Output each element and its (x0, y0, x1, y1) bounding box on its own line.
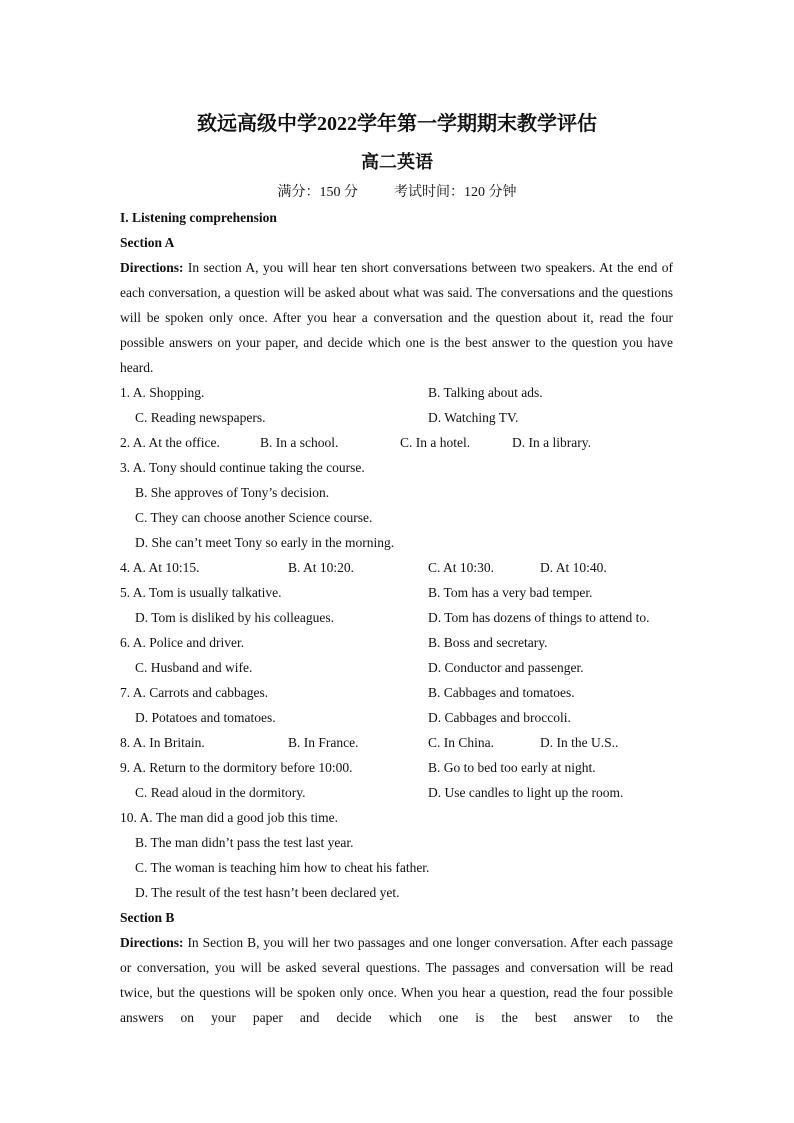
exam-title: 致远高级中学2022学年第一学期期末教学评估 (197, 113, 597, 135)
q1-option-b: B. Talking about ads. (428, 385, 543, 400)
directions-text: In Section B, you will her two passages and one longer conversation. After each passage or conversation, you will be asked several questions. The passages and conversation will be read twice, but the questions will be spoken only once. When you hear a question, read the four possible answers on your paper and decide which one is the best answer to the (120, 935, 673, 1025)
q2-option-a: 2. A. At the office. (120, 435, 220, 450)
q5-option-a: 5. A. Tom is usually talkative. (120, 585, 282, 600)
q2-option-c: C. In a hotel. (400, 435, 471, 450)
q2-option-b: B. In a school. (260, 435, 339, 450)
q5-option-d: D. Tom has dozens of things to attend to. (428, 610, 650, 625)
exam-time: 考试时间：120 分钟 (394, 185, 517, 200)
part-heading: I. Listening comprehension (120, 210, 277, 225)
q7-option-b: B. Cabbages and tomatoes. (428, 685, 575, 700)
directions-label: Directions: (120, 260, 184, 275)
q6-option-a: 6. A. Police and driver. (120, 635, 245, 650)
section-b-directions (120, 930, 673, 1030)
full-score: 满分：150 分 (277, 185, 358, 200)
q9-option-b: B. Go to bed too early at night. (428, 760, 596, 775)
q4-option-a: 4. A. At 10:15. (120, 560, 200, 575)
q1-option-d: D. Watching TV. (428, 410, 519, 425)
q4-option-b: B. At 10:20. (288, 560, 355, 575)
q3-option-a: 3. A. Tony should continue taking the course. (120, 460, 365, 475)
q10-option-a: 10. A. The man did a good job this time. (120, 810, 338, 825)
q4-option-d: D. At 10:40. (540, 560, 607, 575)
q8-option-b: B. In France. (288, 735, 359, 750)
q1-option-a: 1. A. Shopping. (120, 385, 205, 400)
section-a-heading: Section A (120, 235, 175, 250)
q6-option-b: B. Boss and secretary. (428, 635, 548, 650)
subject-title: 高二英语 (361, 152, 433, 172)
q5-option-b: B. Tom has a very bad temper. (428, 585, 593, 600)
q3-option-d: D. She can’t meet Tony so early in the morning. (135, 535, 395, 550)
q3-option-b: B. She approves of Tony’s decision. (135, 485, 330, 500)
q8-option-a: 8. A. In Britain. (120, 735, 205, 750)
q10-option-b: B. The man didn’t pass the test last year. (135, 835, 354, 850)
q9-option-d: D. Use candles to light up the room. (428, 785, 624, 800)
q8-option-c: C. In China. (428, 735, 494, 750)
q4-option-c: C. At 10:30. (428, 560, 495, 575)
section-b-heading: Section B (120, 910, 175, 925)
q8-option-d: D. In the U.S.. (540, 735, 619, 750)
q6-option-d: D. Conductor and passenger. (428, 660, 584, 675)
exam-meta (0, 181, 794, 201)
q7-option-a: 7. A. Carrots and cabbages. (120, 685, 269, 700)
q10-option-d: D. The result of the test hasn’t been declared yet. (135, 885, 400, 900)
q7-option-c: D. Potatoes and tomatoes. (135, 710, 276, 725)
q9-option-c: C. Read aloud in the dormitory. (135, 785, 306, 800)
q2-option-d: D. In a library. (512, 435, 591, 450)
section-a-directions (120, 255, 673, 380)
q6-option-c: C. Husband and wife. (135, 660, 253, 675)
q3-option-c: C. They can choose another Science course. (135, 510, 373, 525)
q10-option-c: C. The woman is teaching him how to cheat his father. (135, 860, 430, 875)
q9-option-a: 9. A. Return to the dormitory before 10:00. (120, 760, 353, 775)
directions-label: Directions: (120, 935, 184, 950)
directions-text: In section A, you will hear ten short conversations between two speakers. At the end of each conversation, a question will be asked about what was said. The conversations and the questions will be spoken only once. After you hear a conversation and the question about it, read the four possible answers on your paper, and decide which one is the best answer to the question you have heard. (120, 260, 673, 375)
q5-option-c: D. Tom is disliked by his colleagues. (135, 610, 335, 625)
q1-option-c: C. Reading newspapers. (135, 410, 266, 425)
q7-option-d: D. Cabbages and broccoli. (428, 710, 571, 725)
